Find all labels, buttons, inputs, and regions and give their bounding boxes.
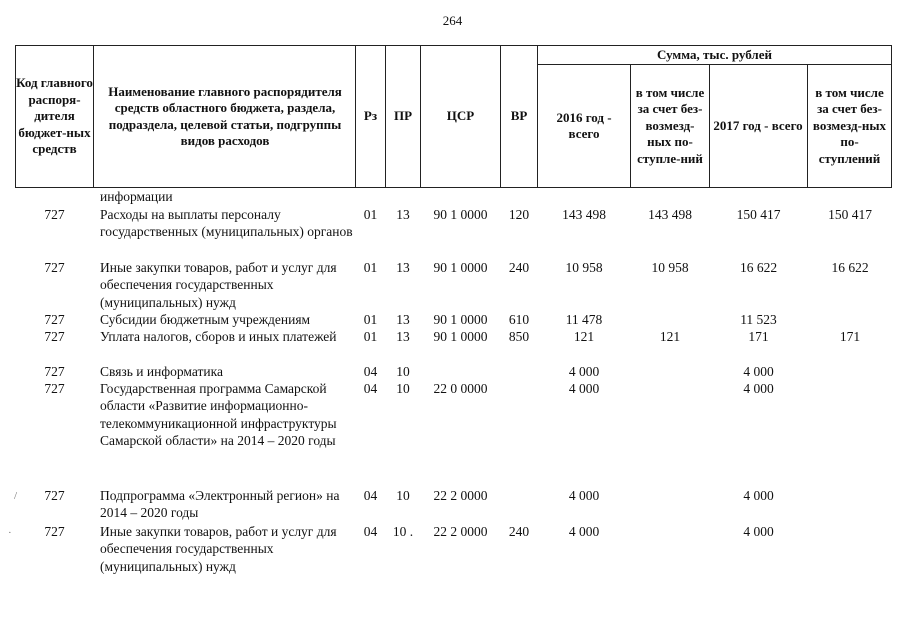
row-2017-total: 4 000 xyxy=(743,488,774,503)
header-name: Наименование главного распорядителя средств областного бюджета, раздела, подраздела, целевой статьи, подгруппы видов расходов xyxy=(108,83,342,148)
row-csr: 22 2 0000 xyxy=(433,488,488,503)
row-code: 727 xyxy=(44,488,65,503)
row-vr: 610 xyxy=(508,312,530,327)
header-csr: ЦСР xyxy=(446,108,475,124)
header-pr: ПР xyxy=(393,108,413,124)
row-name: Государственная программа Самарской области «Развитие информационно-телекоммуникационной инфраструктуры Самарской области» на 2014 – 2020 годы xyxy=(100,381,337,448)
header-2016-total: 2016 год - всего xyxy=(556,109,612,141)
row-2017-total: 4 000 xyxy=(743,524,774,539)
row-rz: 04 xyxy=(363,364,378,379)
row-vr: 240 xyxy=(508,524,530,539)
row-2017-grants: 171 xyxy=(839,329,861,344)
row-code: 727 xyxy=(44,524,65,539)
row-2016-total: 10 958 xyxy=(565,260,603,275)
row-code: 727 xyxy=(44,312,65,327)
row-vr: 850 xyxy=(508,329,530,344)
row-name: Связь и информатика xyxy=(100,364,223,379)
row-pr: 10 xyxy=(396,364,410,379)
row-2016-total: 4 000 xyxy=(568,364,600,379)
row-code: 727 xyxy=(44,260,65,275)
row-2016-total: 143 498 xyxy=(562,207,606,222)
row-code: 727 xyxy=(44,207,65,222)
header-2017-grants: в том числе за счет без-возмезд-ных по-ступлений xyxy=(812,84,887,166)
row-csr: 22 0 0000 xyxy=(433,381,488,396)
row-vr: 120 xyxy=(508,207,530,222)
header-vr: ВР xyxy=(510,108,528,124)
row-code: 727 xyxy=(44,329,65,344)
row-2016-total: 4 000 xyxy=(568,381,600,396)
row-2017-total: 4 000 xyxy=(743,381,774,396)
header-2016-grants: в том числе за счет без-возмезд-ных по-ступле-ний xyxy=(635,84,705,166)
row-2016-total: 4 000 xyxy=(568,524,600,539)
row-csr: 90 1 0000 xyxy=(433,260,488,275)
row-name: Расходы на выплаты персоналу государственных (муниципальных) органов xyxy=(100,207,353,240)
row-name: Уплата налогов, сборов и иных платежей xyxy=(100,329,337,344)
row-rz: 04 xyxy=(363,524,378,539)
row-pr: 13 xyxy=(396,312,410,327)
page-number: 264 xyxy=(442,13,463,28)
row-pr: 13 xyxy=(396,329,410,344)
row-name: Иные закупки товаров, работ и услуг для обеспечения государственных (муниципальных) нужд xyxy=(100,524,337,574)
row-2017-grants: 150 417 xyxy=(828,207,872,222)
row-2016-total: 4 000 xyxy=(568,488,600,503)
row-code: 727 xyxy=(44,364,65,379)
row-2016-grants: 143 498 xyxy=(648,207,692,222)
row-2017-total: 4 000 xyxy=(743,364,774,379)
row-2017-total: 11 523 xyxy=(740,312,777,327)
row-rz: 01 xyxy=(363,329,378,344)
row-pr: 13 xyxy=(396,207,410,222)
row-2016-total: 121 xyxy=(573,329,595,344)
row-2017-grants: 16 622 xyxy=(831,260,869,275)
row-pr: 10 . xyxy=(392,524,414,539)
header-rz: Рз xyxy=(363,108,378,124)
row-2016-grants: 10 958 xyxy=(651,260,689,275)
row-vr: 240 xyxy=(508,260,530,275)
row-rz: 04 xyxy=(363,488,378,503)
row-csr: 90 1 0000 xyxy=(433,207,488,222)
row-2016-total: 11 478 xyxy=(565,312,603,327)
row-csr: 22 2 0000 xyxy=(433,524,488,539)
scan-mark: / xyxy=(14,490,18,502)
row-2017-total: 171 xyxy=(748,329,769,344)
row-rz: 01 xyxy=(363,207,378,222)
row-rz: 04 xyxy=(363,381,378,396)
row-pr: 10 xyxy=(396,381,410,396)
header-code: Код главного распоря-дителя бюджет-ных средств xyxy=(16,75,93,157)
row-code: 727 xyxy=(44,381,65,396)
row-rz: 01 xyxy=(363,260,378,275)
row-pr: 10 xyxy=(396,488,410,503)
scan-mark: · xyxy=(8,527,12,539)
row-name: Подпрограмма «Электронный регион» на 2014 – 2020 годы xyxy=(100,488,340,521)
row-2017-total: 16 622 xyxy=(739,260,778,275)
row-csr: 90 1 0000 xyxy=(433,312,488,327)
row-rz: 01 xyxy=(363,312,378,327)
header-2017-total: 2017 год - всего xyxy=(713,117,803,133)
header-sum-group: Сумма, тыс. рублей xyxy=(657,46,772,62)
continuation-text: информации xyxy=(100,189,173,204)
row-csr: 90 1 0000 xyxy=(433,329,488,344)
row-name: Иные закупки товаров, работ и услуг для обеспечения государственных (муниципальных) нужд xyxy=(100,260,337,310)
row-2017-total: 150 417 xyxy=(736,207,781,222)
row-pr: 13 xyxy=(396,260,410,275)
row-2016-grants: 121 xyxy=(659,329,681,344)
row-name: Субсидии бюджетным учреждениям xyxy=(100,312,311,327)
